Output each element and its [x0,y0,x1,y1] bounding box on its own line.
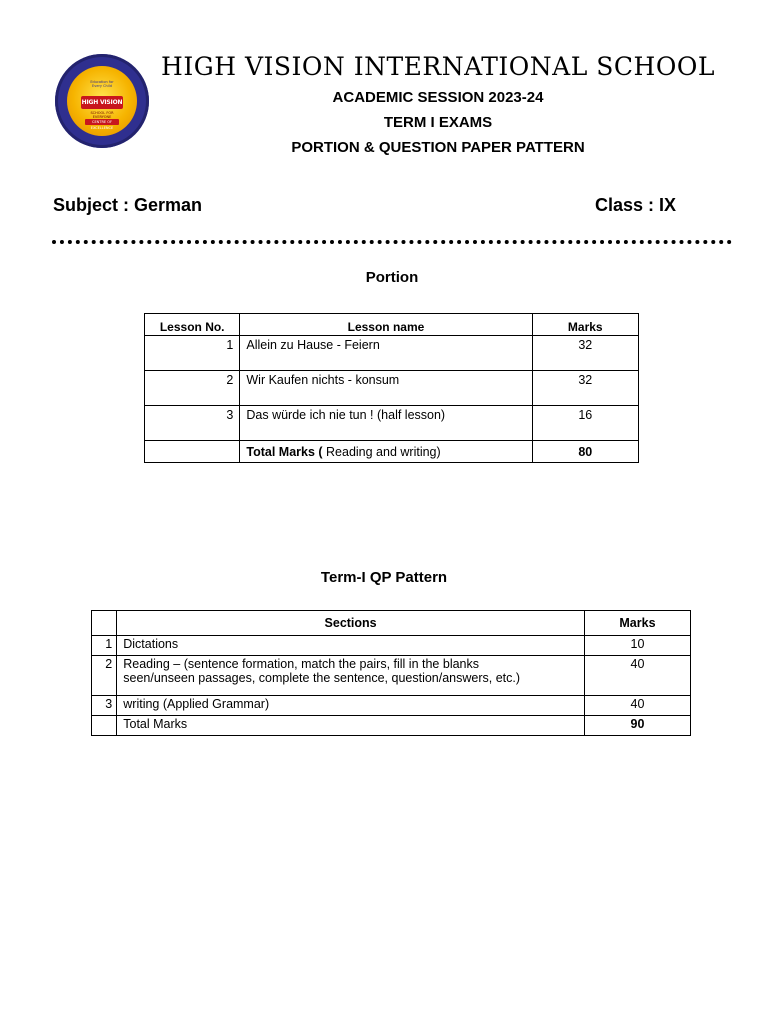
section-name: writing (Applied Grammar) [117,696,585,716]
total-label-bold: Total Marks ( [246,444,323,459]
total-marks: 90 [584,716,690,736]
total-label [240,441,532,463]
table-row [145,336,639,371]
academic-session: ACADEMIC SESSION 2023-24 [332,89,544,106]
table-row [145,371,639,406]
section-line-2: seen/unseen passages, complete the sentence, question/answers, etc.) [123,671,521,685]
lesson-name: Allein zu Hause - Feiern [240,336,532,371]
section-name: Dictations [117,636,585,656]
lesson-no: 2 [145,371,240,406]
header-lesson-name: Lesson name [240,314,532,336]
total-row [92,716,691,736]
total-marks: 80 [532,441,638,463]
logo-foot-text: CENTRE OF EXCELLENCE [85,119,119,125]
logo-emblem [67,66,137,136]
section-name [117,656,585,696]
total-row [145,441,639,463]
header-marks: Marks [584,611,690,636]
header-sections: Sections [117,611,585,636]
table-row [92,656,691,696]
qp-title: Term-I QP Pattern [320,569,448,586]
table-header-row [92,611,691,636]
total-label-rest: Reading and writing) [322,444,441,459]
pattern-title: PORTION & QUESTION PAPER PATTERN [291,139,585,156]
term-title: TERM I EXAMS [383,114,493,131]
lesson-name: Das würde ich nie tun ! (half lesson) [240,406,532,441]
lesson-marks: 16 [532,406,638,441]
empty-cell [92,716,117,736]
subject-label: Subject : German [53,195,203,215]
section-no: 1 [92,636,117,656]
logo-band-text: HIGH VISION [81,96,123,109]
header-no [92,611,117,636]
school-name: HIGH VISION INTERNATIONAL SCHOOL [161,52,715,81]
lesson-no: 1 [145,336,240,371]
lesson-marks: 32 [532,371,638,406]
empty-cell [145,441,240,463]
total-label: Total Marks [117,716,585,736]
table-row [145,406,639,441]
school-crest-icon [55,54,149,148]
table-header-row [145,314,639,336]
table-row [92,696,691,716]
section-marks: 40 [584,656,690,696]
table-row [92,636,691,656]
lesson-name: Wir Kaufen nichts - konsum [240,371,532,406]
qp-pattern-table [91,610,691,736]
section-no: 3 [92,696,117,716]
section-line-1: Reading – (sentence formation, match the pairs, fill in the blanks [123,657,479,671]
portion-table [144,313,639,463]
section-marks: 10 [584,636,690,656]
section-no: 2 [92,656,117,696]
lesson-no: 3 [145,406,240,441]
header-marks: Marks [532,314,638,336]
dotted-divider [52,240,732,244]
lesson-marks: 32 [532,336,638,371]
logo-top-text: Education for Every Child [90,80,114,88]
logo-sub-text: SCHOOL FOR EVERYONE [90,111,114,119]
portion-title: Portion [365,269,419,286]
class-label: Class : IX [595,195,677,215]
section-marks: 40 [584,696,690,716]
header-lesson-no: Lesson No. [145,314,240,336]
